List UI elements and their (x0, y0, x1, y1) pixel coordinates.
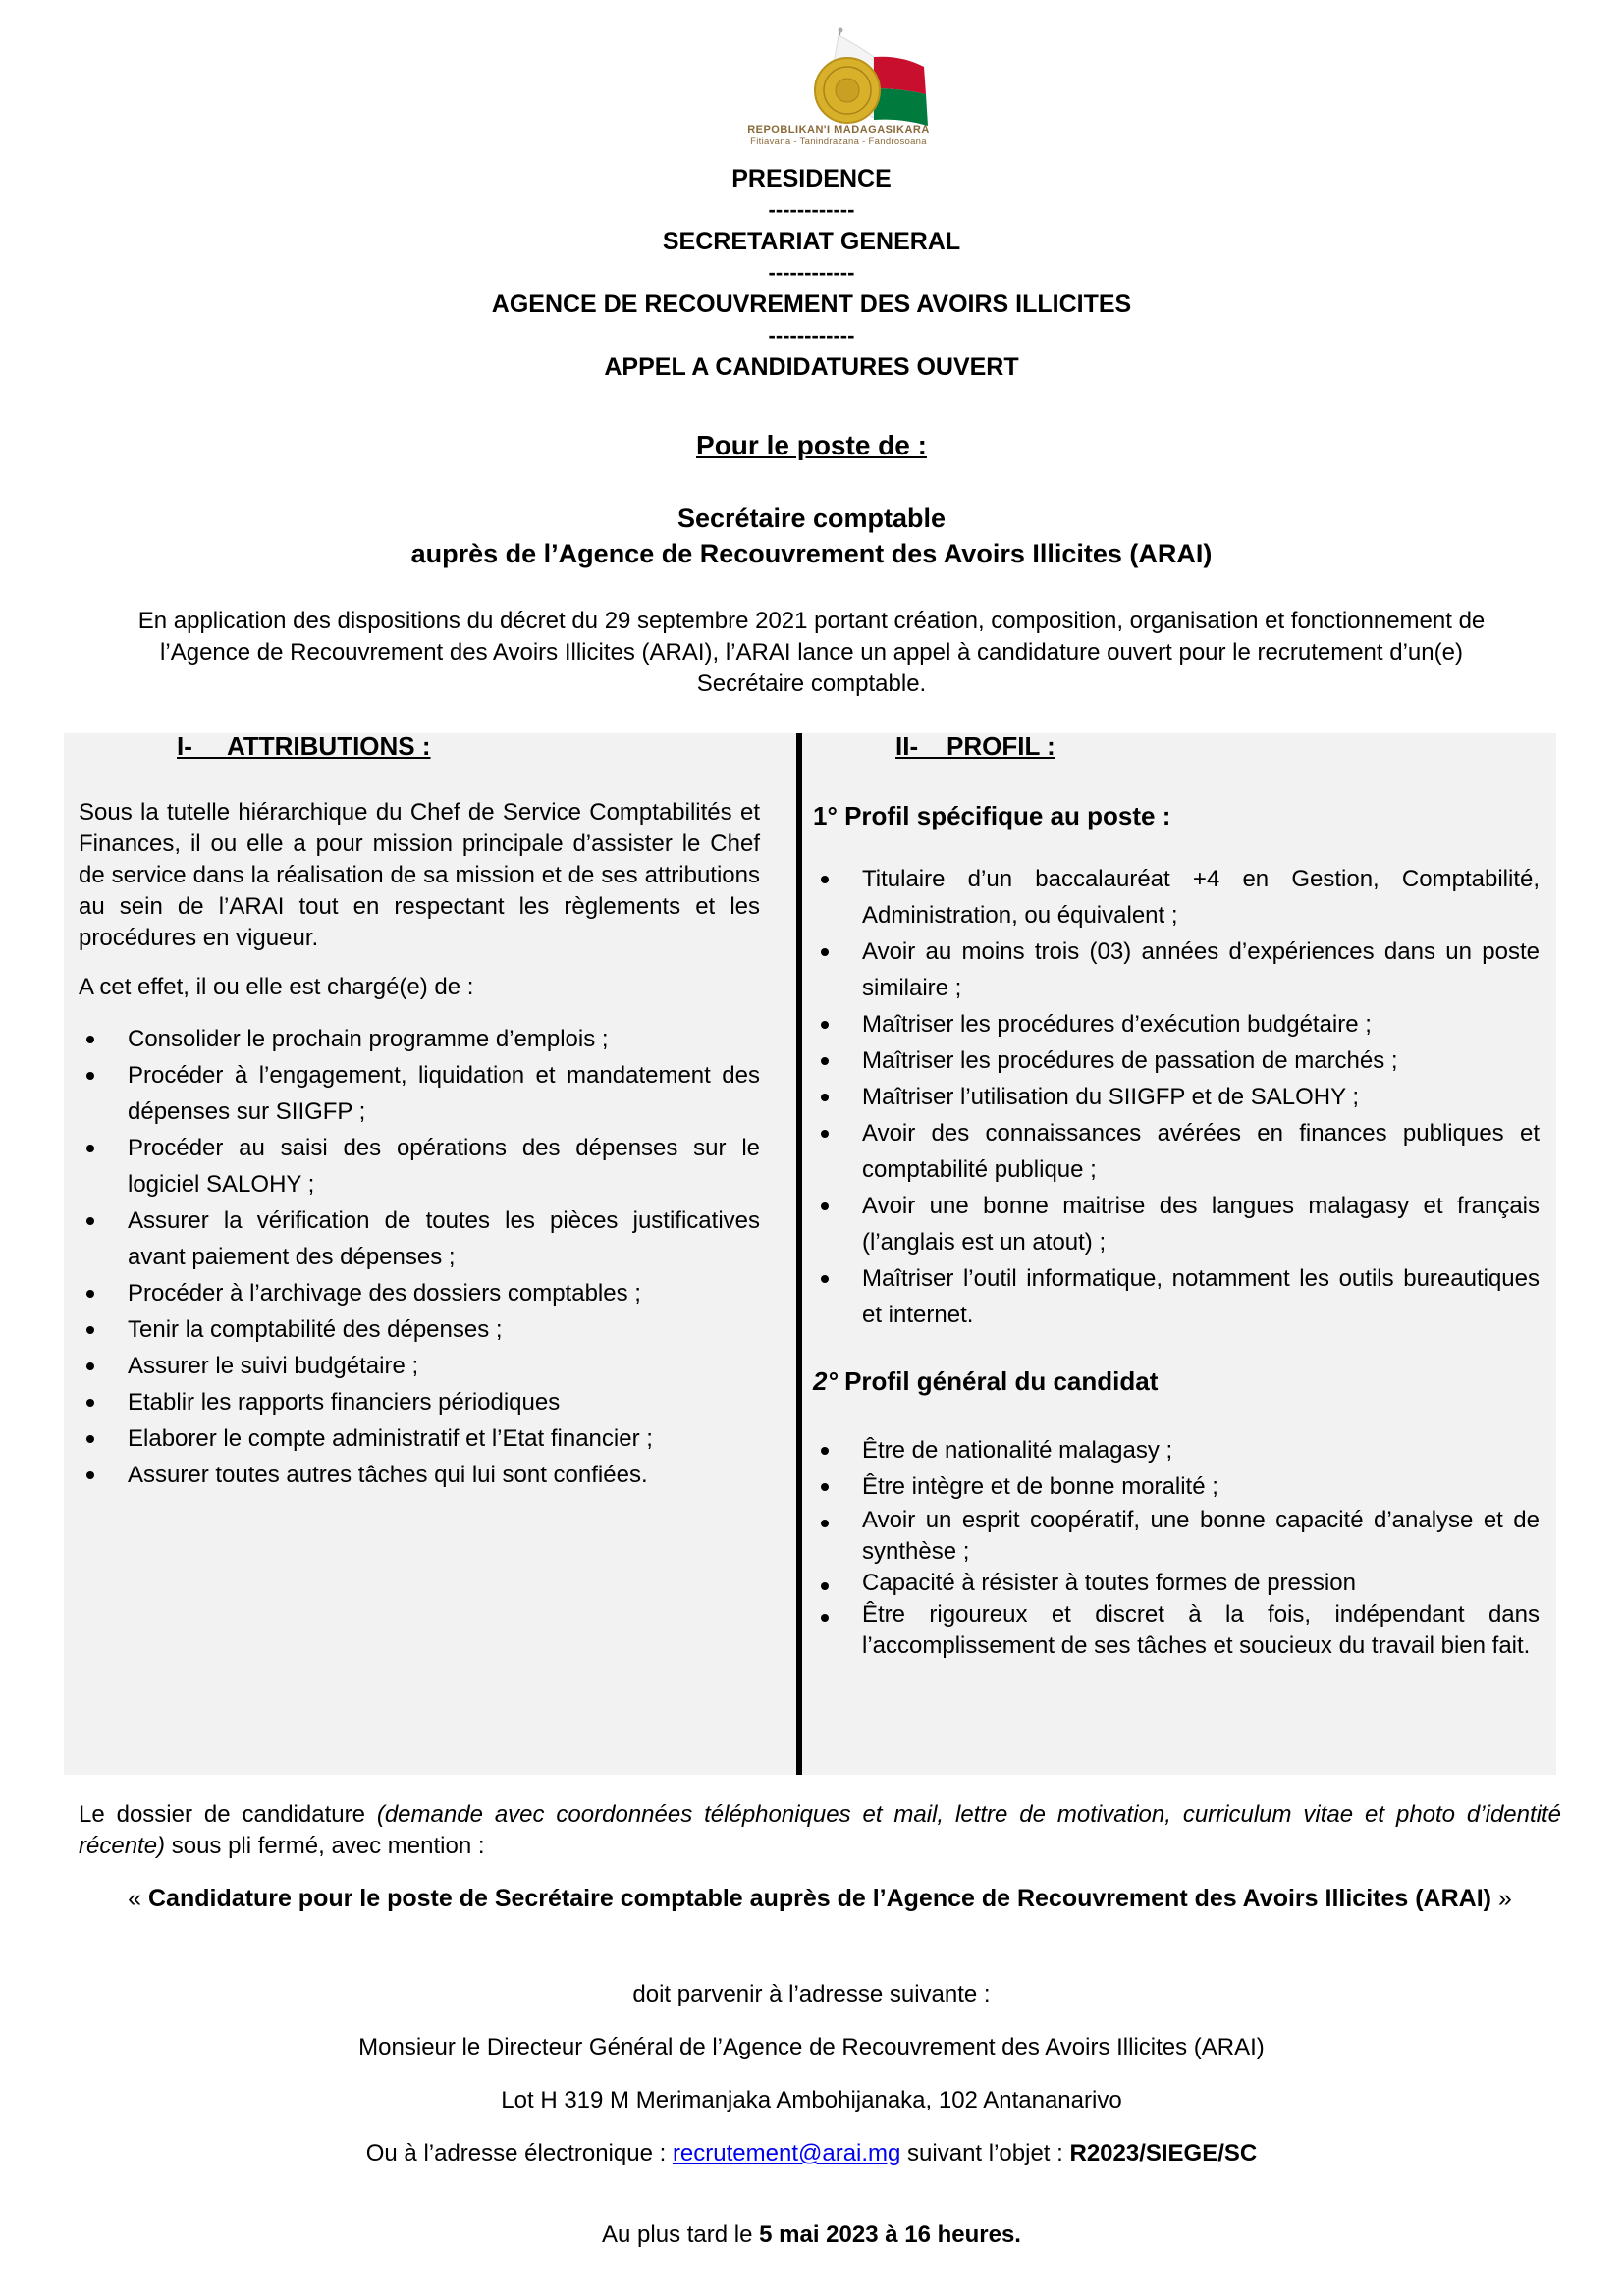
list-item: Assurer la vérification de toutes les pièces justificatives avant paiement des dépenses ; (79, 1202, 760, 1275)
parvenir-line: doit parvenir à l’adresse suivante : (632, 1981, 991, 2007)
dossier-paragraph (79, 1799, 1561, 1862)
list-item: Titulaire d’un baccalauréat +4 en Gestion, Comptabilité, Administration, ou équivalent ; (813, 861, 1540, 934)
attributions-title: I- ATTRIBUTIONS : (177, 731, 431, 761)
attributions-column (79, 731, 760, 1493)
dossier-start: Le dossier de candidature (79, 1801, 377, 1828)
header-presidence: PRESIDENCE (731, 165, 892, 192)
list-item: Tenir la comptabilité des dépenses ; (79, 1311, 760, 1348)
dossier-contents: (demande avec coordonnées téléphoniques et mail, lettre de motivation, curriculum vitae et photo d’identité récente) (79, 1801, 1562, 1859)
quote-open: « (128, 1885, 148, 1912)
profil-general-list (813, 1432, 1540, 1662)
list-item: Être intègre et de bonne moralité ; (813, 1468, 1540, 1505)
list-item: Avoir des connaissances avérées en finances publiques et comptabilité publique ; (813, 1115, 1540, 1188)
list-item: Capacité à résister à toutes formes de pression (813, 1568, 1540, 1599)
list-item: Procéder à l’engagement, liquidation et mandatement des dépenses sur SIIGFP ; (79, 1057, 760, 1130)
destinataire-line: Monsieur le Directeur Général de l’Agence de Recouvrement des Avoirs Illicites (ARAI) (358, 2034, 1265, 2060)
email-line (0, 2140, 1623, 2167)
mention-bold: Candidature pour le poste de Secrétaire comptable auprès de l’Agence de Recouvrement des Avoirs Illicites (ARAI) (148, 1885, 1491, 1912)
list-item: Avoir une bonne maitrise des langues malagasy et français (l’anglais est un atout) ; (813, 1188, 1540, 1260)
header-secretariat: SECRETARIAT GENERAL (662, 228, 961, 255)
intro-paragraph: En application des dispositions du décret du 29 septembre 2021 portant création, composition, organisation et fonctionnement de l’Agence de Recouvrement des Avoirs Illicites (ARAI), l’ARAI lance un appel à candidature ouvert pour le recrutement d’un(e) Secrétaire comptable. (137, 608, 1486, 697)
profil-general-number: 2° (813, 1366, 838, 1396)
attributions-lead: A cet effet, il ou elle est chargé(e) de : (79, 974, 474, 1000)
attributions-list (79, 1021, 760, 1493)
deadline-date: 5 mai 2023 à 16 heures. (759, 2221, 1021, 2248)
list-item: Procéder à l’archivage des dossiers comptables ; (79, 1275, 760, 1311)
adresse-line: Lot H 319 M Merimanjaka Ambohijanaka, 102 Antananarivo (501, 2087, 1122, 2113)
profil-general-heading (813, 1366, 1540, 1397)
header-agence: AGENCE DE RECOUVREMENT DES AVOIRS ILLICITES (491, 291, 1132, 318)
poste-title-line2: auprès de l’Agence de Recouvrement des Avoirs Illicites (ARAI) (410, 539, 1213, 568)
column-divider (796, 733, 802, 1775)
logo-title: REPOBLIKAN'I MADAGASIKARA (747, 124, 930, 135)
email-prefix: Ou à l’adresse électronique : (365, 2140, 673, 2166)
list-item: Maîtriser l’outil informatique, notamment les outils bureautiques et internet. (813, 1260, 1540, 1333)
header-separator: ------------ (768, 260, 855, 285)
list-item: Maîtriser les procédures de passation de marchés ; (813, 1042, 1540, 1079)
profil-specifique-list (813, 861, 1540, 1333)
deadline-line (0, 2221, 1623, 2249)
list-item: Être rigoureux et discret à la fois, indépendant dans l’accomplissement de ses tâches et soucieux du travail bien fait. (813, 1599, 1540, 1662)
list-item: Maîtriser les procédures d’exécution budgétaire ; (813, 1006, 1540, 1042)
poste-label: Pour le poste de : (696, 430, 927, 460)
list-item: Avoir un esprit coopératif, une bonne capacité d’analyse et de synthèse ; (813, 1505, 1540, 1568)
logo-motto: Fitiavana - Tanindrazana - Fandrosoana (750, 136, 927, 147)
list-item: Procéder au saisi des opérations des dépenses sur le logiciel SALOHY ; (79, 1130, 760, 1202)
header-appel: APPEL A CANDIDATURES OUVERT (604, 353, 1019, 381)
flag-seal-icon (725, 27, 952, 126)
list-item: Avoir au moins trois (03) années d’expériences dans un poste similaire ; (813, 934, 1540, 1006)
list-item: Consolider le prochain programme d’emplois ; (79, 1021, 760, 1057)
document-header (0, 163, 1623, 383)
list-item: Maîtriser l’utilisation du SIIGFP et de SALOHY ; (813, 1079, 1540, 1115)
deadline-prefix: Au plus tard le (602, 2221, 760, 2248)
attributions-paragraph: Sous la tutelle hiérarchique du Chef de Service Comptabilités et Finances, il ou elle a pour mission principale d’assister le Chef de service dans la réalisation de sa mission et de ses attributions au sein de l’ARAI tout en respectant les règlements et les procédures en vigueur. (79, 799, 760, 951)
poste-title-line1: Secrétaire comptable (676, 504, 947, 533)
list-item: Assurer toutes autres tâches qui lui sont confiées. (79, 1457, 760, 1493)
profil-specifique-heading: 1° Profil spécifique au poste : (813, 801, 1171, 830)
profil-column (813, 731, 1540, 1662)
profil-title: II- PROFIL : (895, 731, 1055, 761)
list-item: Assurer le suivi budgétaire ; (79, 1348, 760, 1384)
mention-text (88, 1883, 1551, 1914)
objet-prefix: suivant l’objet : (900, 2140, 1070, 2166)
objet-code: R2023/SIEGE/SC (1069, 2140, 1258, 2166)
header-separator: ------------ (768, 323, 855, 347)
poste-title (0, 501, 1623, 571)
email-link[interactable]: recrutement@arai.mg (672, 2140, 901, 2166)
list-item: Elaborer le compte administratif et l’Etat financier ; (79, 1420, 760, 1457)
quote-close: » (1490, 1885, 1512, 1912)
list-item: Être de nationalité malagasy ; (813, 1432, 1540, 1468)
dossier-end: sous pli fermé, avec mention : (165, 1833, 485, 1859)
header-separator: ------------ (768, 197, 855, 222)
list-item: Etablir les rapports financiers périodiques (79, 1384, 760, 1420)
profil-general-label: Profil général du candidat (844, 1366, 1159, 1396)
republic-logo (725, 27, 952, 149)
